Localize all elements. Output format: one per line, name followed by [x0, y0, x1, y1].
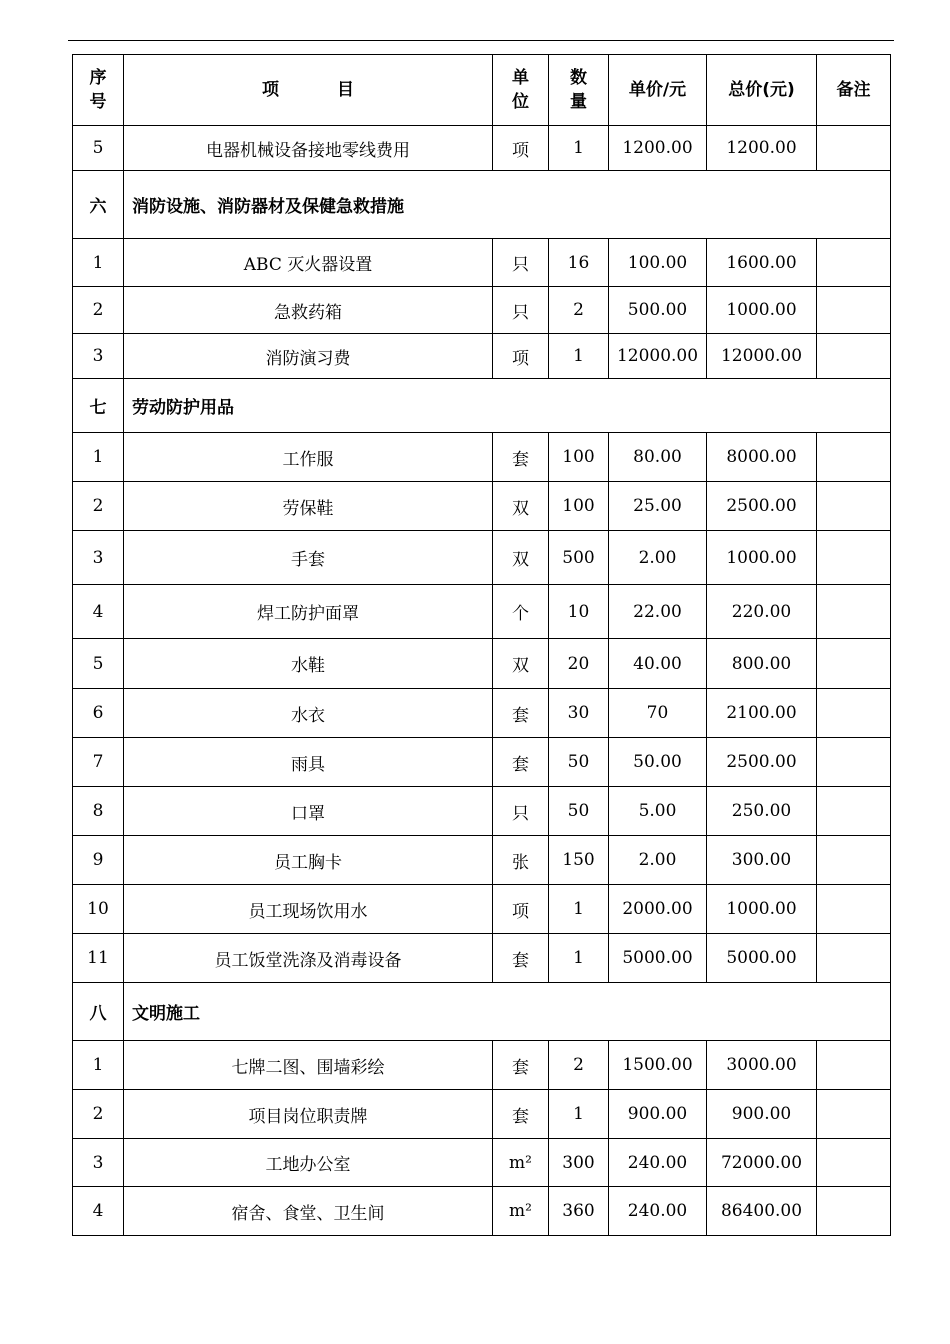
cell-remark — [817, 1041, 891, 1090]
section-number: 七 — [73, 379, 124, 433]
cell-remark — [817, 239, 891, 287]
table-row — [73, 639, 891, 689]
cell-total: 300.00 — [707, 836, 817, 885]
cost-table — [72, 54, 891, 1236]
cell-total: 250.00 — [707, 787, 817, 836]
cell-unit: 张 — [493, 836, 549, 885]
cell-remark — [817, 934, 891, 983]
cell-remark — [817, 639, 891, 689]
cell-qty: 1 — [549, 126, 609, 171]
cell-unit: 只 — [493, 239, 549, 287]
cell-seq: 6 — [73, 689, 124, 738]
cell-unit: 套 — [493, 738, 549, 787]
cell-qty: 2 — [549, 1041, 609, 1090]
cell-seq: 3 — [73, 1139, 124, 1187]
cell-total: 220.00 — [707, 585, 817, 639]
cell-qty: 100 — [549, 433, 609, 482]
table-row — [73, 934, 891, 983]
cell-unit-price: 240.00 — [609, 1187, 707, 1236]
table-row — [73, 787, 891, 836]
cell-item: 消防演习费 — [124, 334, 493, 379]
cell-unit-price: 2.00 — [609, 531, 707, 585]
table-row — [73, 885, 891, 934]
cell-qty: 360 — [549, 1187, 609, 1236]
cell-seq: 5 — [73, 126, 124, 171]
cell-unit-price: 100.00 — [609, 239, 707, 287]
cell-unit-price: 80.00 — [609, 433, 707, 482]
cell-seq: 1 — [73, 239, 124, 287]
cell-qty: 1 — [549, 334, 609, 379]
table-row — [73, 482, 891, 531]
cell-seq: 2 — [73, 287, 124, 334]
section-number: 八 — [73, 983, 124, 1041]
table-row — [73, 1041, 891, 1090]
cell-remark — [817, 433, 891, 482]
cell-item: 七牌二图、围墙彩绘 — [124, 1041, 493, 1090]
cell-seq: 2 — [73, 1090, 124, 1139]
cell-unit-price: 25.00 — [609, 482, 707, 531]
table-row — [73, 738, 891, 787]
section-number: 六 — [73, 171, 124, 239]
cell-total: 1200.00 — [707, 126, 817, 171]
cell-seq: 11 — [73, 934, 124, 983]
cell-remark — [817, 482, 891, 531]
cell-qty: 20 — [549, 639, 609, 689]
cell-seq: 1 — [73, 433, 124, 482]
cell-remark — [817, 585, 891, 639]
cell-total: 1000.00 — [707, 885, 817, 934]
cell-qty: 10 — [549, 585, 609, 639]
table-row — [73, 531, 891, 585]
cell-remark — [817, 738, 891, 787]
cell-qty: 30 — [549, 689, 609, 738]
table-row — [73, 287, 891, 334]
cell-total: 12000.00 — [707, 334, 817, 379]
cell-seq: 2 — [73, 482, 124, 531]
header-total: 总价(元) — [707, 55, 817, 126]
cell-seq: 5 — [73, 639, 124, 689]
cell-unit-price: 5000.00 — [609, 934, 707, 983]
cell-seq: 8 — [73, 787, 124, 836]
cell-unit: 套 — [493, 934, 549, 983]
cell-qty: 50 — [549, 787, 609, 836]
cell-item: 焊工防护面罩 — [124, 585, 493, 639]
cell-qty: 300 — [549, 1139, 609, 1187]
table-row — [73, 1187, 891, 1236]
cell-unit-price: 40.00 — [609, 639, 707, 689]
cell-item: 员工饭堂洗涤及消毒设备 — [124, 934, 493, 983]
header-remark: 备注 — [817, 55, 891, 126]
cell-unit: 项 — [493, 885, 549, 934]
header-qty: 数 量 — [549, 55, 609, 126]
header-item: 项 目 — [124, 55, 493, 126]
cell-unit: 个 — [493, 585, 549, 639]
cell-seq: 7 — [73, 738, 124, 787]
cell-total: 1600.00 — [707, 239, 817, 287]
cell-remark — [817, 531, 891, 585]
cell-unit-price: 70 — [609, 689, 707, 738]
cell-unit: 项 — [493, 334, 549, 379]
cell-item: 工地办公室 — [124, 1139, 493, 1187]
cell-seq: 10 — [73, 885, 124, 934]
cell-total: 2100.00 — [707, 689, 817, 738]
cell-item: 雨具 — [124, 738, 493, 787]
cell-total: 8000.00 — [707, 433, 817, 482]
cell-total: 2500.00 — [707, 738, 817, 787]
cell-seq: 4 — [73, 585, 124, 639]
cell-remark — [817, 689, 891, 738]
cell-qty: 16 — [549, 239, 609, 287]
cell-item: 宿舍、食堂、卫生间 — [124, 1187, 493, 1236]
cell-qty: 1 — [549, 1090, 609, 1139]
cell-total: 5000.00 — [707, 934, 817, 983]
cell-item: 电器机械设备接地零线费用 — [124, 126, 493, 171]
section-row — [73, 983, 891, 1041]
cell-item: 项目岗位职责牌 — [124, 1090, 493, 1139]
cell-unit: 项 — [493, 126, 549, 171]
cell-unit-price: 22.00 — [609, 585, 707, 639]
cell-unit: m² — [493, 1139, 549, 1187]
cell-total: 2500.00 — [707, 482, 817, 531]
cell-unit: 双 — [493, 482, 549, 531]
table-row — [73, 1090, 891, 1139]
cell-unit: 只 — [493, 287, 549, 334]
cell-qty: 150 — [549, 836, 609, 885]
page-header-rule — [68, 40, 894, 41]
table-row — [73, 585, 891, 639]
table-row — [73, 126, 891, 171]
cell-qty: 500 — [549, 531, 609, 585]
cell-seq: 4 — [73, 1187, 124, 1236]
cell-remark — [817, 126, 891, 171]
cell-remark — [817, 334, 891, 379]
cell-unit-price: 1200.00 — [609, 126, 707, 171]
section-row — [73, 379, 891, 433]
cell-unit: 套 — [493, 1041, 549, 1090]
cell-total: 900.00 — [707, 1090, 817, 1139]
cell-item: 员工胸卡 — [124, 836, 493, 885]
cell-remark — [817, 836, 891, 885]
cell-qty: 1 — [549, 934, 609, 983]
cell-qty: 100 — [549, 482, 609, 531]
cell-unit: 双 — [493, 531, 549, 585]
cell-unit-price: 50.00 — [609, 738, 707, 787]
cell-remark — [817, 1090, 891, 1139]
section-title: 劳动防护用品 — [124, 379, 891, 433]
cell-remark — [817, 1139, 891, 1187]
cell-unit-price: 12000.00 — [609, 334, 707, 379]
cell-item: 手套 — [124, 531, 493, 585]
cell-qty: 2 — [549, 287, 609, 334]
cell-total: 3000.00 — [707, 1041, 817, 1090]
cell-item: ABC 灭火器设置 — [124, 239, 493, 287]
cell-unit-price: 500.00 — [609, 287, 707, 334]
cell-seq: 1 — [73, 1041, 124, 1090]
cell-item: 工作服 — [124, 433, 493, 482]
cell-qty: 1 — [549, 885, 609, 934]
cell-unit: m² — [493, 1187, 549, 1236]
cell-remark — [817, 1187, 891, 1236]
cell-total: 72000.00 — [707, 1139, 817, 1187]
cell-unit: 套 — [493, 1090, 549, 1139]
section-title: 消防设施、消防器材及保健急救措施 — [124, 171, 891, 239]
table-header-row — [73, 55, 891, 126]
cell-total: 86400.00 — [707, 1187, 817, 1236]
table-row — [73, 433, 891, 482]
cell-total: 1000.00 — [707, 287, 817, 334]
cell-unit: 套 — [493, 433, 549, 482]
cell-unit: 只 — [493, 787, 549, 836]
cell-unit-price: 5.00 — [609, 787, 707, 836]
section-row — [73, 171, 891, 239]
cell-unit: 套 — [493, 689, 549, 738]
cell-item: 急救药箱 — [124, 287, 493, 334]
cell-remark — [817, 885, 891, 934]
cell-unit: 双 — [493, 639, 549, 689]
cell-item: 水鞋 — [124, 639, 493, 689]
cell-seq: 3 — [73, 334, 124, 379]
cell-unit-price: 900.00 — [609, 1090, 707, 1139]
header-unit-price: 单价/元 — [609, 55, 707, 126]
cell-item: 口罩 — [124, 787, 493, 836]
section-title: 文明施工 — [124, 983, 891, 1041]
table-row — [73, 239, 891, 287]
cell-unit-price: 2000.00 — [609, 885, 707, 934]
cell-remark — [817, 787, 891, 836]
table-row — [73, 334, 891, 379]
cell-remark — [817, 287, 891, 334]
cell-item: 水衣 — [124, 689, 493, 738]
cell-total: 1000.00 — [707, 531, 817, 585]
table-row — [73, 1139, 891, 1187]
cell-seq: 9 — [73, 836, 124, 885]
cell-total: 800.00 — [707, 639, 817, 689]
cell-unit-price: 2.00 — [609, 836, 707, 885]
table-row — [73, 836, 891, 885]
cell-unit-price: 1500.00 — [609, 1041, 707, 1090]
table-row — [73, 689, 891, 738]
cell-unit-price: 240.00 — [609, 1139, 707, 1187]
cell-qty: 50 — [549, 738, 609, 787]
cell-item: 员工现场饮用水 — [124, 885, 493, 934]
header-seq: 序 号 — [73, 55, 124, 126]
header-unit: 单 位 — [493, 55, 549, 126]
cell-item: 劳保鞋 — [124, 482, 493, 531]
cell-seq: 3 — [73, 531, 124, 585]
